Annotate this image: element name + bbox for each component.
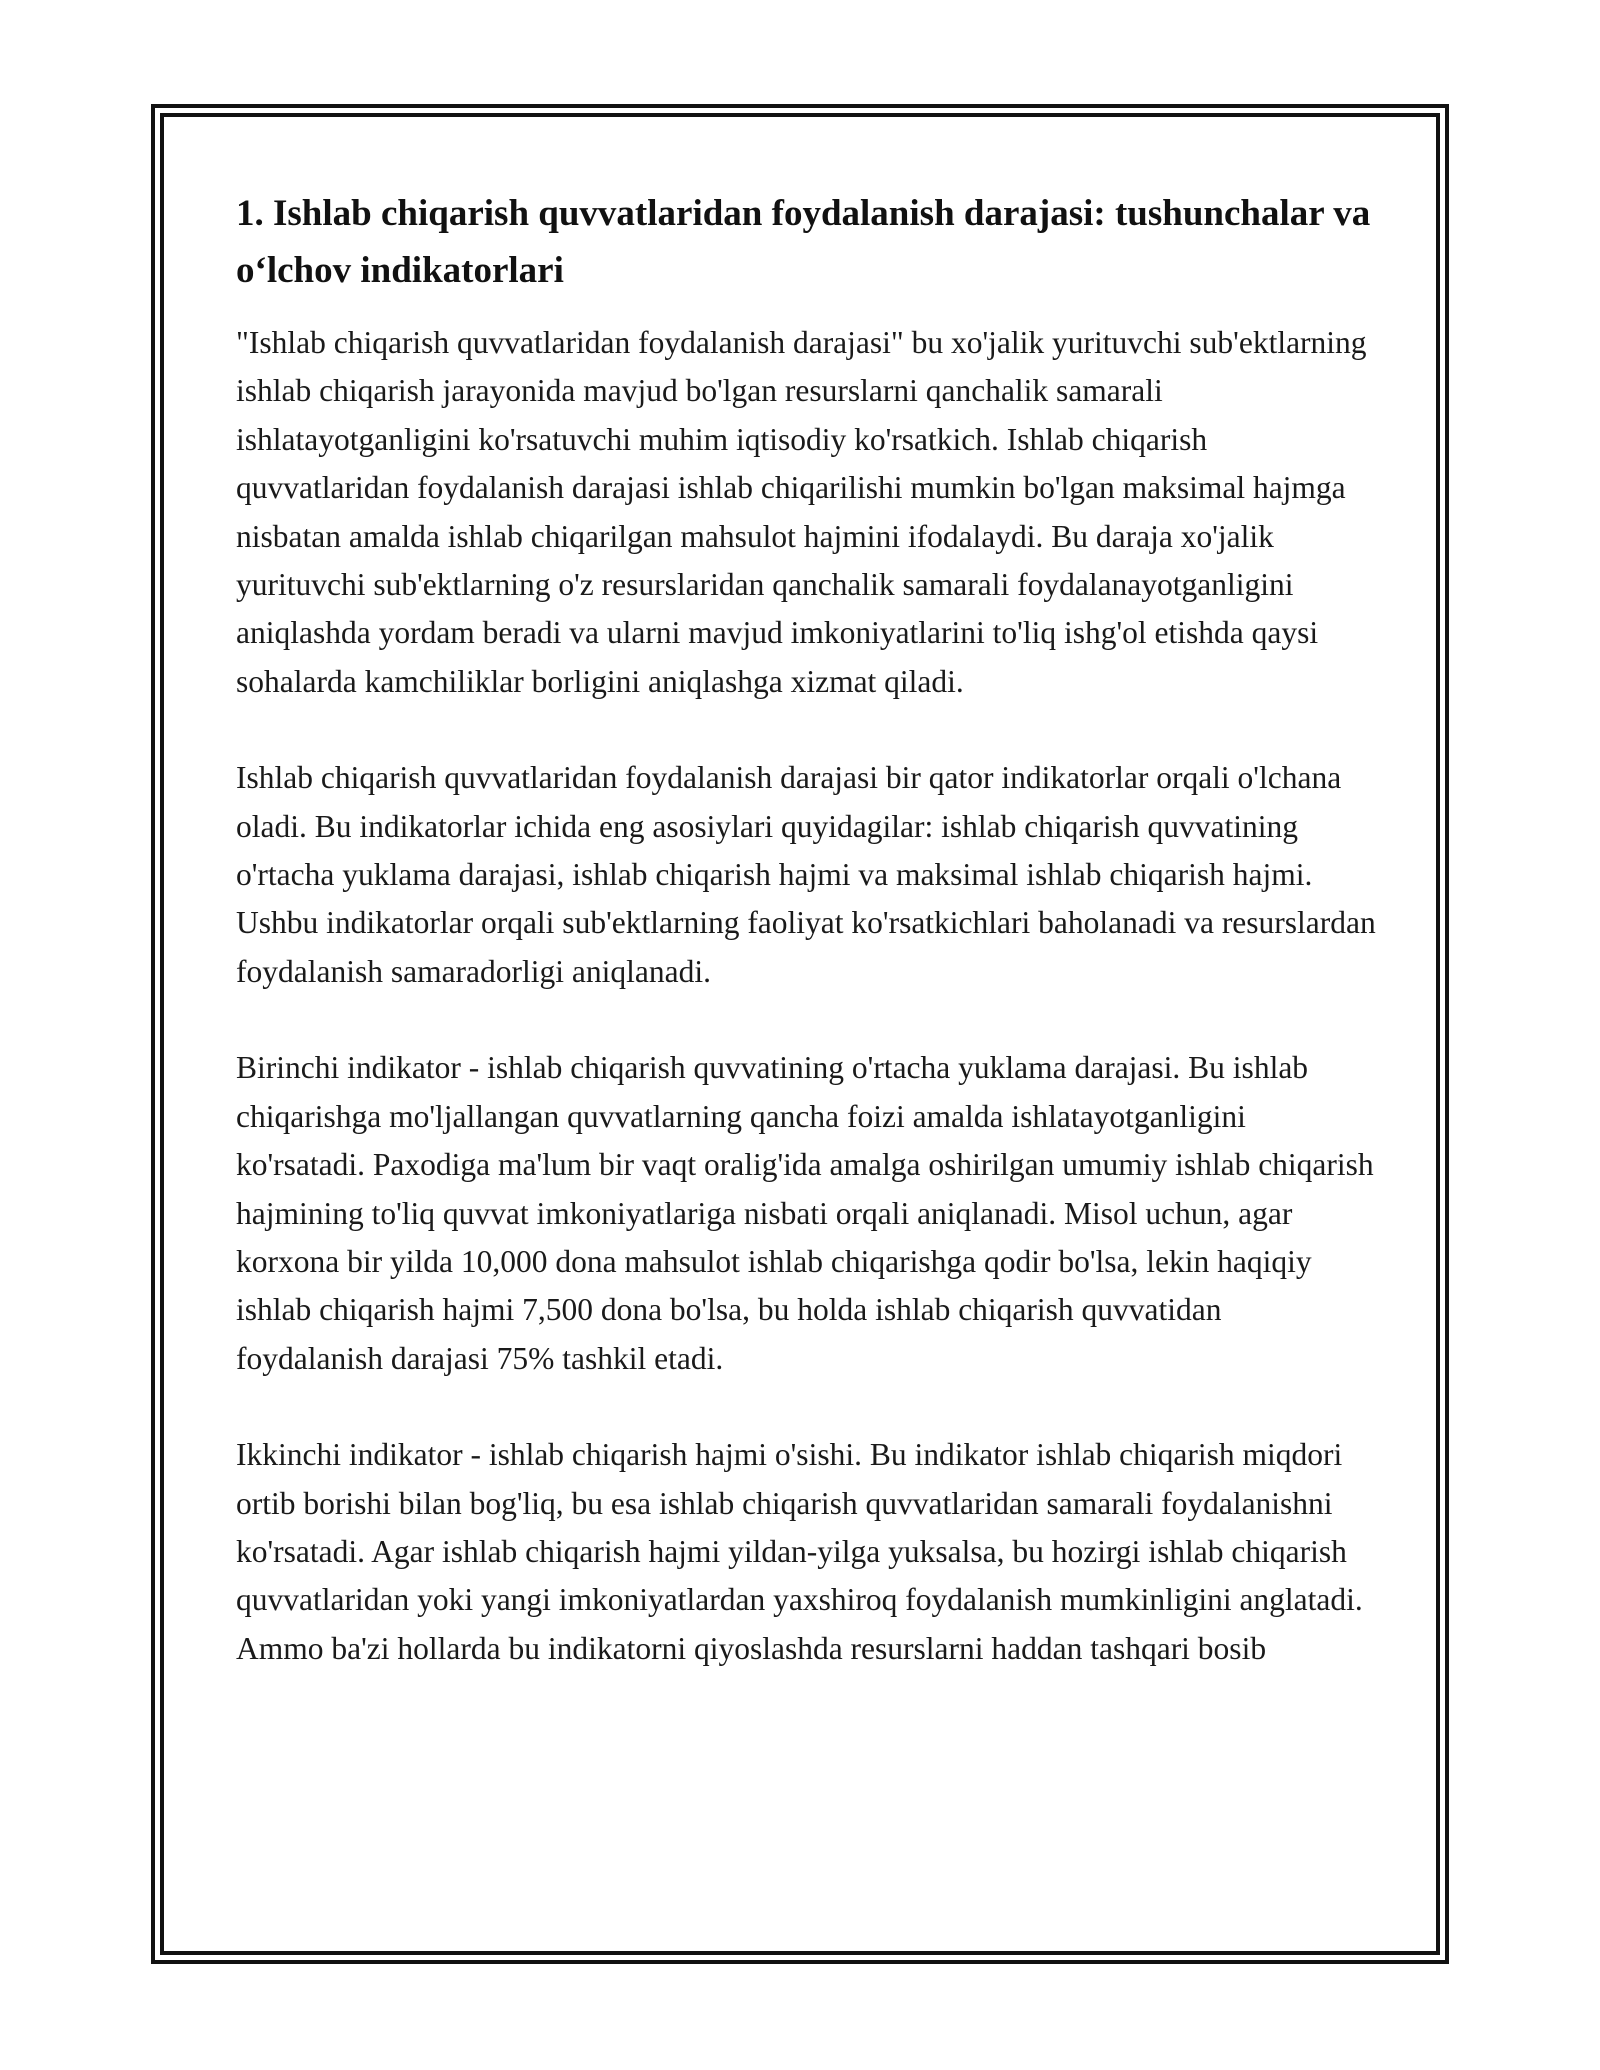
paragraph-second-indicator: Ikkinchi indikator - ishlab chiqarish hajmi o'sishi. Bu indikator ishlab chiqarish miqdori ortib borishi bilan bog'liq, bu esa ishlab chiqarish quvvatlaridan samarali foydalanishni ko'rsatadi. Agar ishlab chiqarish hajmi yildan-yilga yuksalsa, bu hozirgi ishlab chiqarish quvvatlaridan yoki yangi imkoniyatlardan yaxshiroq foydalanish mumkinligini anglatadi. Ammo ba'zi hollarda bu indikatorni qiyoslashda resurslarni haddan tashqari bosib [236, 1437, 1363, 1666]
section-heading: 1. Ishlab chiqarish quvvatlaridan foydalanish darajasi: tushunchalar va o‘lchov indikatorlari [236, 193, 1371, 291]
paragraph-first-indicator: Birinchi indikator - ishlab chiqarish quvvatining o'rtacha yuklama darajasi. Bu ishlab chiqarishga mo'ljallangan quvvatlarning qancha foizi amalda ishlatayotganligini ko'rsatadi. Paxodiga ma'lum bir vaqt oralig'ida amalga oshirilgan umumiy ishlab chiqarish hajmining to'liq quvvat imkoniyatlariga nisbati orqali aniqlanadi. Misol uchun, agar korxona bir yilda 10,000 dona mahsulot ishlab chiqarishga qodir bo'lsa, lekin haqiqiy ishlab chiqarish hajmi 7,500 dona bo'lsa, bu holda ishlab chiqarish quvvatidan foydalanish darajasi 75% tashkil etadi. [236, 1050, 1374, 1376]
paragraph-indicators-overview: Ishlab chiqarish quvvatlaridan foydalanish darajasi bir qator indikatorlar orqali o'lchana oladi. Bu indikatorlar ichida eng asosiylari quyidagilar: ishlab chiqarish quvvatining o'rtacha yuklama darajasi, ishlab chiqarish hajmi va maksimal ishlab chiqarish hajmi. Ushbu indikatorlar orqali sub'ektlarning faoliyat ko'rsatkichlari baholanadi va resurslardan foydalanish samaradorligi aniqlanadi. [236, 760, 1376, 989]
paragraph-definition: "Ishlab chiqarish quvvatlaridan foydalanish darajasi" bu xo'jalik yurituvchi sub'ektlarning ishlab chiqarish jarayonida mavjud bo'lgan resurslarni qanchalik samarali ishlatayotganligini ko'rsatuvchi muhim iqtisodiy ko'rsatkich. Ishlab chiqarish quvvatlaridan foydalanish darajasi ishlab chiqarilishi mumkin bo'lgan maksimal hajmga nisbatan amalda ishlab chiqarilgan mahsulot hajmini ifodalaydi. Bu daraja xo'jalik yurituvchi sub'ektlarning o'z resurslaridan qanchalik samarali foydalanayotganligini aniqlashda yordam beradi va ularni mavjud imkoniyatlarini to'liq ishg'ol etishda qaysi sohalarda kamchiliklar borligini aniqlashga xizmat qiladi. [236, 325, 1367, 699]
document-body [236, 185, 1376, 1673]
